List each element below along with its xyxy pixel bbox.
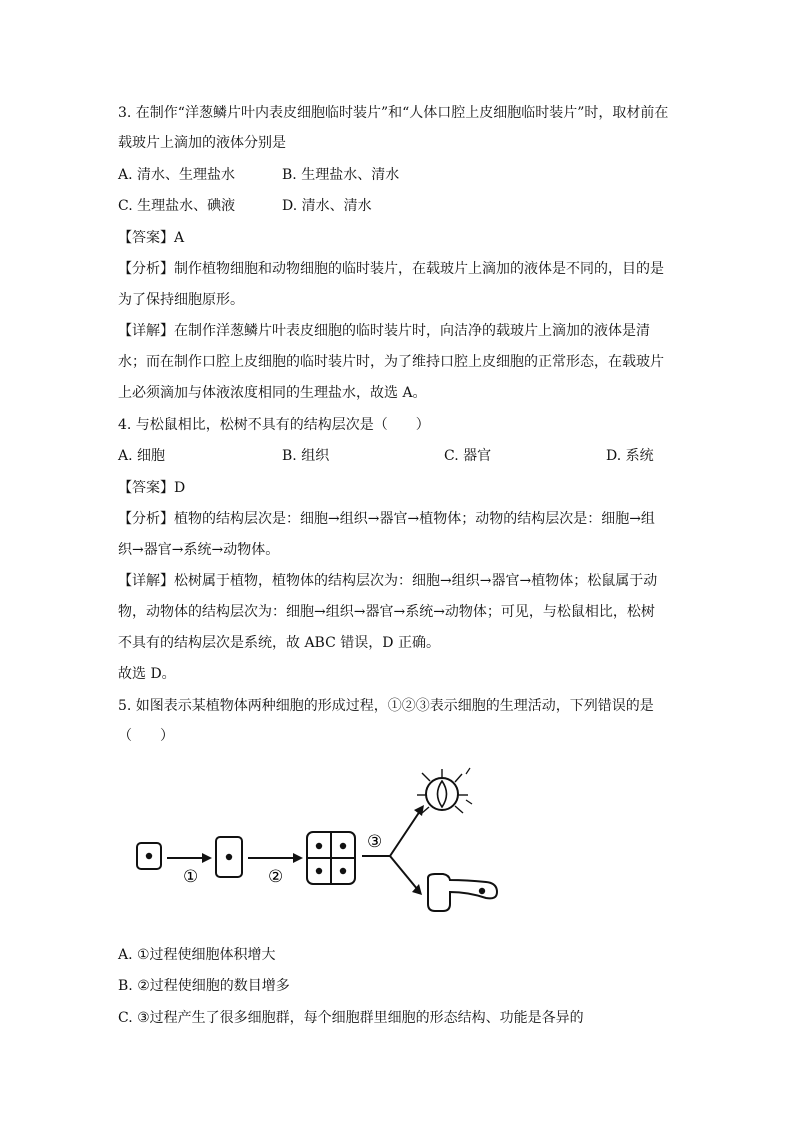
q3-option-a: A. 清水、生理盐水 bbox=[118, 167, 236, 183]
q3-stem-line2: 载玻片上滴加的液体分别是 bbox=[118, 135, 286, 151]
q3-analysis-line2: 为了保持细胞原形。 bbox=[118, 292, 244, 308]
q3-analysis-line1: 【分析】制作植物细胞和动物细胞的临时装片，在载玻片上滴加的液体是不同的，目的是 bbox=[118, 261, 664, 277]
q4-answer: 【答案】D bbox=[118, 480, 186, 496]
q4-analysis-line2: 织→器官→系统→动物体。 bbox=[118, 542, 280, 558]
q4-stem: 4. 与松鼠相比，松树不具有的结构层次是（ ） bbox=[118, 417, 430, 433]
q5-stem-line1: 5. 如图表示某植物体两种细胞的形成过程，①②③表示细胞的生理活动，下列错误的是 bbox=[118, 698, 654, 714]
process-2-label: ② bbox=[268, 867, 284, 887]
q5-stem-line2: （ ） bbox=[118, 728, 174, 744]
q4-option-d: D. 系统 bbox=[606, 448, 654, 464]
q5-option-c: C. ③过程产生了很多细胞群，每个细胞群里细胞的形态结构、功能是各异的 bbox=[118, 1010, 584, 1026]
q3-option-b: B. 生理盐水、清水 bbox=[282, 167, 400, 183]
q4-option-b: B. 组织 bbox=[282, 448, 330, 464]
q3-detail-line1: 【详解】在制作洋葱鳞片叶表皮细胞的临时装片时，向洁净的载玻片上滴加的液体是清 bbox=[118, 323, 650, 339]
q3-option-d: D. 清水、清水 bbox=[282, 198, 372, 214]
q3-detail-line2: 水；而在制作口腔上皮细胞的临时装片时，为了维持口腔上皮细胞的正常形态，在载玻片 bbox=[118, 354, 664, 370]
q5-option-b: B. ②过程使细胞的数目增多 bbox=[118, 978, 290, 994]
q3-option-c: C. 生理盐水、碘液 bbox=[118, 198, 236, 214]
q3-stem-line1: 3. 在制作“洋葱鳞片叶内表皮细胞临时装片”和“人体口腔上皮细胞临时装片”时，取材前在 bbox=[118, 105, 669, 121]
q4-detail-line3: 不具有的结构层次是系统，故 ABC 错误，D 正确。 bbox=[118, 635, 440, 651]
q4-option-c: C. 器官 bbox=[444, 448, 492, 464]
q4-detail-line2: 物，动物体的结构层次为：细胞→组织→器官→系统→动物体；可见，与松鼠相比，松树 bbox=[118, 604, 655, 620]
q3-answer: 【答案】A bbox=[118, 230, 185, 246]
q4-analysis-line1: 【分析】植物的结构层次是：细胞→组织→器官→植物体；动物的结构层次是：细胞→组 bbox=[118, 511, 655, 527]
q3-detail-line3: 上必须滴加与体液浓度相同的生理盐水，故选 A。 bbox=[118, 385, 427, 401]
process-1-label: ① bbox=[183, 867, 199, 887]
q4-option-a: A. 细胞 bbox=[118, 448, 166, 464]
stoma-cell bbox=[426, 778, 458, 810]
q4-detail-line1: 【详解】松树属于植物，植物体的结构层次为：细胞→组织→器官→植物体；松鼠属于动 bbox=[118, 573, 658, 589]
q4-conclusion: 故选 D。 bbox=[118, 666, 176, 682]
root-hair-cell bbox=[428, 874, 497, 911]
q5-option-a: A. ①过程使细胞体积增大 bbox=[118, 947, 276, 963]
process-3-label: ③ bbox=[367, 832, 383, 852]
